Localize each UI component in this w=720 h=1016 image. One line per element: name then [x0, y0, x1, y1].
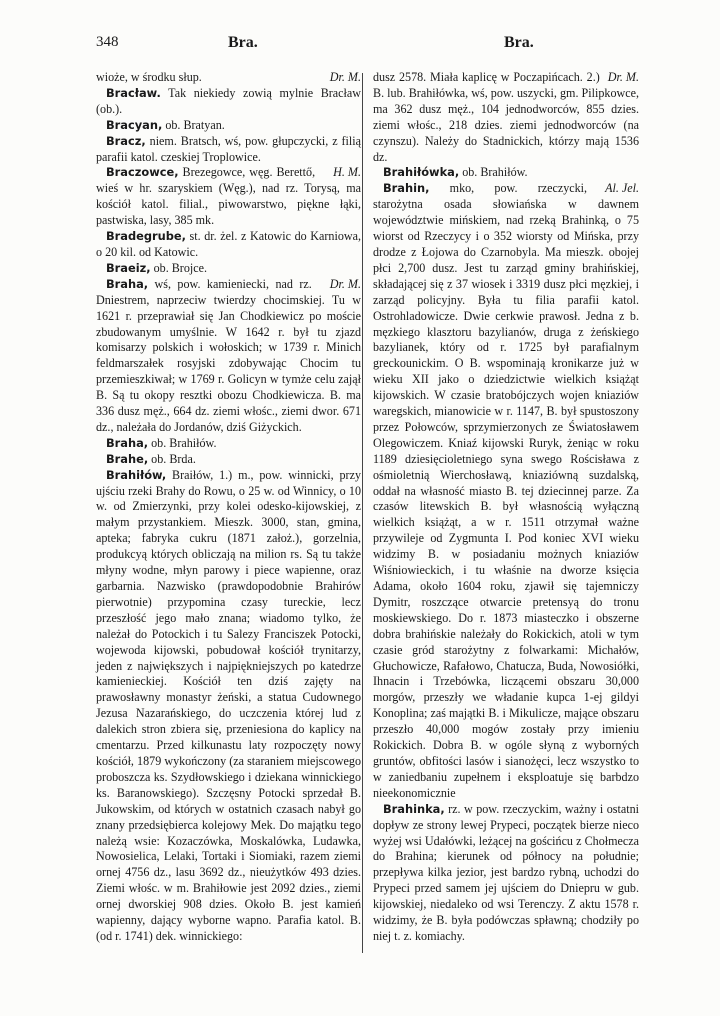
entry-text: ob. Brojce. [150, 260, 208, 275]
running-head-right: Bra. [504, 34, 534, 51]
author-signature: H. M. [333, 165, 361, 180]
entry-headword: Bracz, [106, 133, 146, 148]
entry-headword: Brahin, [383, 181, 430, 196]
entry-text: ob. Brahiłów. [148, 435, 217, 450]
entry-text: ob. Bratyan. [162, 117, 225, 132]
entry-headword: Braha, [106, 435, 149, 450]
dictionary-entry [373, 70, 639, 165]
entry-headword: Brahiłówka, [383, 165, 460, 180]
entry-text: ob. Brahiłów. [459, 165, 528, 180]
entry-headword: Bracław. [106, 85, 161, 100]
right-column [373, 70, 639, 945]
dictionary-entry [96, 452, 361, 468]
entry-text: dusz 2578. Miała kaplicę w Poczapińcach. 2.) B. lub. Brahiłówka, wś, pow. uszycki, gm. Pilipkowce, ma 362 dusz męż., 104 jednodworców, 855 dzies. ziemi włośc., 218 dzies. ziemi jednodworców (na czynszu). Należy do Stadnickich, którzy mają 1536 dz. [373, 70, 639, 164]
dictionary-entry [373, 165, 639, 181]
dictionary-entry [96, 261, 361, 277]
entry-headword: Brahe, [106, 451, 149, 466]
dictionary-entry [96, 86, 361, 118]
dictionary-entry [96, 118, 361, 134]
entry-text: wś, pow. kamieniecki, nad rz. Dniestrem, naprzeciw twierdzy chocimskiej. Tu w 1621 r. przeprawiał się Jan Chodkiewicz po moście zbudowanym umyślnie. W 1642 r. był tu zjazd komisarzy polskich i wołoskich; w 1739 r. Minich feldmarszałek rosyjski zdobywając Chocim tu przemieszkiwał; w 1769 r. Golicyn w tymże celu zajął B. Są tu okopy resztki obozu Chodkiewicza. B. ma 336 dusz męż., 664 dz. ziemi włośc., ziemi dwor. 671 dz., należała do Jordanów, dziś Giżyckich. [96, 276, 361, 434]
dictionary-entry [373, 181, 639, 801]
entry-text: Brezegowce, węg. Berettő, wieś w hr. szaryskiem (Węg.), nad rz. Torysą, ma kościół katol. filial., piwowarstwo, piękne łąki, pastwiska, lasy, 385 mk. [96, 165, 361, 228]
entry-headword: Braeiz, [106, 260, 151, 275]
dictionary-entry [96, 70, 361, 86]
entry-headword: Brahinka, [383, 801, 445, 816]
entry-text: niem. Bratsch, wś, pow. głupczycki, z filią parafii katol. czeskiej Troplowice. [96, 133, 361, 164]
entry-text: Braiłów, 1.) m., pow. winnicki, przy ujściu rzeki Brahy do Rowu, o 25 w. od Winnicy, o 10 w. od Zmierzynki, przy kolei odesko-kijowskiej, z małym przystankiem. Mieszk. 3000, stan, gmina, apteka; fabryka cukru (1871 założ.), gorzelnia, produkcyą których obliczają na milion rs. Są tu także młyny wodne, młyn parowy i piece wapienne, oraz garbarnia. Nazwisko (prawdopodobnie Brahirów pierwotnie) przypomina czasy tureckie, lecz przeszłość jego mało znana; wiadomo tylko, że należał do Potockich i tu Salezy Franciszek Potocki, wojewoda kijowski, pobudował kościół trynitarzy, jeden z największych i najpiękniejszych po katedrze kamienieckiej. Kościół ten dziś zajęty na prawosławny monastyr żeński, a statua Cudownego Jezusa Nazarańskiego, do uczczenia której lud z dalekich stron zbiera się, przeniesiona do kaplicy na cmentarzu. Przed kilkunastu laty rozpoczęty nowy kościół, 1879 wykończony (za staraniem miejscowego proboszcza ks. Szydłowskiego i dziekana winnickiego ks. Baranowskiego). Szczęsny Potocki sprzedał B. Jukowskim, od których w ostatnich czasach nabył go znany przedsiębierca kolejowy Mek. Do majątku tego należą wsie: Kozaczówka, Moskalówka, Ludawka, Nowosielica, Lelaki, Tortaki i Siomiaki, razem ziemi ornej 4756 dz., lasu 3692 dz., nieużytków 493 dzies. Ziemi włośc. w m. Brahiłowie jest 2092 dzies., ziemi ornej dworskiej 908 dzies. Około B. jest kamień wapienny, dający wyborne wapno. Parafia katol. B. (od r. 1741) dek. winnickiego: [96, 467, 361, 943]
author-signature: Al. Jel. [605, 181, 639, 196]
column-divider [362, 73, 363, 953]
entry-headword: Bracyan, [106, 117, 163, 132]
running-header [0, 34, 720, 54]
entry-text: st. dr. żel. z Katowic do Karniowa, o 20 kil. od Katowic. [96, 229, 361, 259]
entry-headword: Brahiłów, [106, 467, 167, 482]
dictionary-entry [96, 134, 361, 166]
entry-headword: Braha, [106, 276, 149, 291]
dictionary-entry [96, 165, 361, 229]
entry-text: ob. Brda. [148, 451, 196, 466]
author-signature: Dr. M. [607, 70, 639, 84]
dictionary-entry [373, 802, 639, 945]
entry-text: mko, pow. rzeczycki, starożytna osada słowiańska w dawnem województwie mińskiem, nad rzeką Brahinką, o 75 wiorst od Rzeczycy i o 352 wiorsty od Mińska, przy drodze z Łojowa do Czarnobyla. Ma mieszk. obojej płci 2,700 dusz. Jest tu zarząd gminy brahińskiej, składającej się z 37 wiosek i 3319 dusz płci męzkiej, i zarząd policyjny. Była tu filia parafii katol. Ostrohladowicze. Dwie cerkwie prawosł. Jedna z b. męzkiego klasztoru bazylianów, druga z żeńskiego bazylianek, który od r. 1725 był parafialnym greckounickim. O B. wspominają kronikarze już w wieku XII jako o dziedzictwie wielkich książąt kijowskich. W czasie bratobójczych wojen kniaziów waregskich, mianowicie w r. 1147, B. był spustoszony przez Połowców, sprzymierzonych ze Światosławem Olegowiczem. Kniaź kijowski Ruryk, żeniąc w roku 1189 dziesięcioletniego syna swego Rościsława z ośmioletnią Wierchosławą, kniaziówną suzdalską, oddał na własność miasto B. tej dziecinnej parze. Za czasów litewskich B. był własnością wyłączną wielkich książąt, a w r. 1511 otrzymał ważne przywileje od Zygmunta I. Pod koniec XVI wieku widzimy B. w posiadaniu możnych kniaziów Wiśniowieckich, i tu właśnie na dworze księcia Adama, około 1604 roku, zjawił się tajemniczy Dymitr, roszczące otwarcie pretensyą do tronu moskiewskiego. Do r. 1873 miasteczko i obszerne dobra brahińskie należały do Rokickich, atoli w tym czasie gród starożytny z folwarkami: Michałów, Głuchowicze, Rafałowo, Chatucza, Buda, Nowosiółki, Ihnacin i Trzebówka, liczącemi obszaru 30,000 morgów, przeszły we władanie kupca 1-ej gildyi Konoplina; zaś majątki B. i Mikulicze, mające obszaru przeszło 40,000 mogów zostały przy imieniu Rokickich. Dobra B. w ogóle słyną z wyborných gruntów, obfitości lasów i sianożęci, lecz wszystko to w zaniedbaniu zupełnem i eksploatuje się barbdzo nieekonomicznie [373, 181, 639, 800]
entry-text: Tak niekiedy zowią mylnie Bracław (ob.). [96, 85, 361, 116]
dictionary-entry [96, 277, 361, 436]
entry-headword: Braczowce, [106, 165, 179, 180]
entry-headword: Bradegrube, [106, 229, 186, 244]
entry-text: wioże, w środku słup. [96, 70, 202, 84]
dictionary-entry [96, 468, 361, 945]
dictionary-entry [96, 229, 361, 261]
entry-text: rz. w pow. rzeczyckim, ważny i ostatni dopływ ze strony lewej Prypeci, początek bierze nieco wyżej wsi Udałówki, leżącej na gościńcu z Chołmecza do Brahina; kierunek od północy na południe; przepływa kilka jezior, jest bardzo rybną, uchodzi do Prypeci przed samem jej ujściem do Dniepru w gub. kijowskiej, niedaleko od wsi Terenczy. Z aktu 1578 r. widzimy, że B. była podówczas spławną; chodziły po niej t. z. komiachy. [373, 801, 639, 943]
left-column [96, 70, 361, 945]
page-number: 348 [96, 34, 119, 50]
dictionary-entry [96, 436, 361, 452]
author-signature: Dr. M. [329, 70, 361, 84]
author-signature: Dr. M. [329, 276, 361, 291]
running-head-left: Bra. [228, 34, 258, 51]
